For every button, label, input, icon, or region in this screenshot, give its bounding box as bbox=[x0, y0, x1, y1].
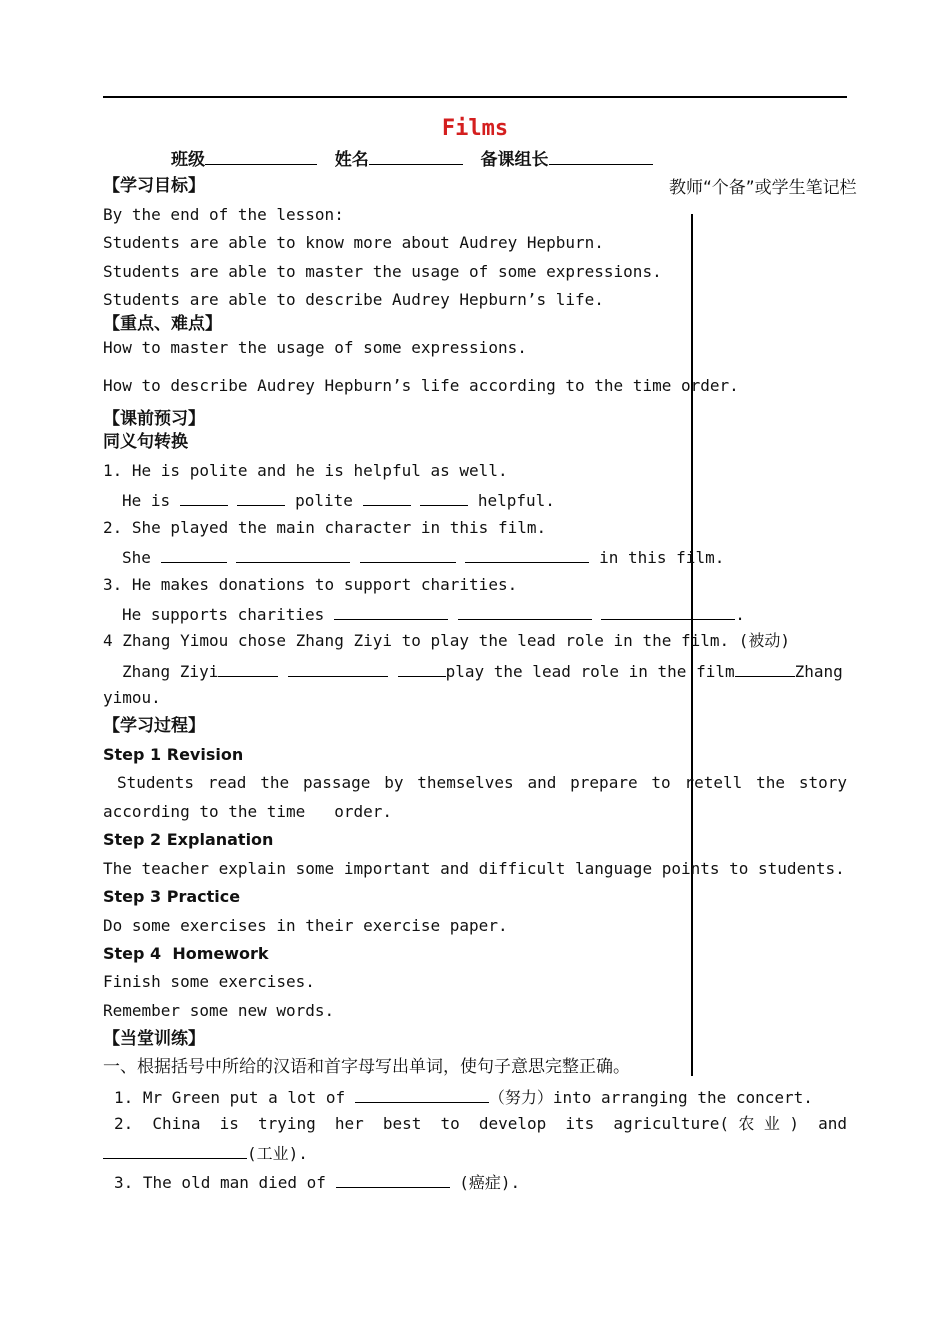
answer-text: . bbox=[735, 605, 745, 624]
top-rule bbox=[103, 96, 847, 98]
objective-line: Students are able to know more about Audrey Hepburn. bbox=[103, 233, 604, 252]
preview-question: 3. He makes donations to support charities. bbox=[103, 575, 518, 594]
answer-text: He is bbox=[122, 491, 171, 510]
answer-text: He supports charities bbox=[122, 605, 325, 624]
process-heading: 【学习过程】 bbox=[103, 716, 205, 736]
item-text: 1. Mr Green put a lot of bbox=[114, 1088, 346, 1107]
item-text: 3. The old man died of bbox=[114, 1173, 326, 1192]
answer-blank[interactable] bbox=[355, 1086, 489, 1103]
preview-answer-line bbox=[122, 489, 555, 511]
answer-blank[interactable] bbox=[336, 1171, 450, 1188]
training-instruction: 一、根据括号中所给的汉语和首字母写出单词，使句子意思完整正确。 bbox=[103, 1057, 630, 1077]
answer-text: polite bbox=[295, 491, 353, 510]
name-label: 姓名 bbox=[334, 150, 369, 170]
key-point-line: How to describe Audrey Hepburn’s life according to the time order. bbox=[103, 376, 739, 395]
preview-answer-line bbox=[122, 660, 843, 682]
answer-blank[interactable] bbox=[236, 546, 350, 563]
step-line: according to the time order. bbox=[103, 802, 392, 821]
training-item bbox=[114, 1171, 520, 1193]
objectives-heading: 【学习目标】 bbox=[103, 176, 205, 196]
answer-blank[interactable] bbox=[161, 546, 227, 563]
answer-blank[interactable] bbox=[237, 489, 285, 506]
preview-answer-continued: yimou. bbox=[103, 688, 161, 707]
page-title: Films bbox=[441, 116, 509, 141]
answer-blank[interactable] bbox=[218, 660, 278, 677]
preview-question: 1. He is polite and he is helpful as well. bbox=[103, 461, 508, 480]
preview-question: 4 Zhang Yimou chose Zhang Ziyi to play the lead role in the film. (被动) bbox=[103, 631, 791, 650]
side-note-label: 教师“个备”或学生笔记栏 bbox=[669, 178, 857, 198]
answer-blank[interactable] bbox=[398, 660, 446, 677]
answer-blank[interactable] bbox=[180, 489, 228, 506]
step-line: Do some exercises in their exercise paper. bbox=[103, 916, 508, 935]
step-line: The teacher explain some important and difficult language points to students. bbox=[103, 859, 845, 878]
item-text: (工业). bbox=[247, 1144, 308, 1163]
training-item: 2. China is trying her best to develop its agriculture(农业) and bbox=[114, 1114, 847, 1133]
step-title: Step 4 Homework bbox=[103, 944, 269, 963]
objective-line: Students are able to master the usage of some expressions. bbox=[103, 262, 662, 281]
objective-line: Students are able to describe Audrey Hepburn’s life. bbox=[103, 290, 604, 309]
preview-answer-line bbox=[122, 546, 724, 568]
step-title: Step 2 Explanation bbox=[103, 830, 274, 849]
answer-blank[interactable] bbox=[103, 1142, 247, 1159]
class-label: 班级 bbox=[171, 150, 205, 170]
answer-blank[interactable] bbox=[458, 603, 592, 620]
answer-text: Zhang Ziyi bbox=[122, 662, 219, 681]
training-heading: 【当堂训练】 bbox=[103, 1029, 205, 1049]
answer-text: She bbox=[122, 548, 151, 567]
step-title: Step 3 Practice bbox=[103, 887, 241, 906]
class-blank[interactable] bbox=[205, 148, 317, 165]
answer-blank[interactable] bbox=[363, 489, 411, 506]
name-blank[interactable] bbox=[369, 148, 463, 165]
step-title: Step 1 Revision bbox=[103, 745, 244, 764]
preview-heading: 【课前预习】 bbox=[103, 409, 205, 429]
leader-label: 备课组长 bbox=[480, 150, 549, 170]
step-line: Remember some new words. bbox=[103, 1001, 335, 1020]
training-item-continued bbox=[103, 1142, 308, 1164]
answer-blank[interactable] bbox=[601, 603, 735, 620]
training-item bbox=[114, 1086, 813, 1108]
answer-blank[interactable] bbox=[334, 603, 448, 620]
header-line bbox=[171, 148, 653, 170]
answer-blank[interactable] bbox=[360, 546, 456, 563]
step-line: Students read the passage by themselves and prepare to retell the story bbox=[117, 773, 847, 792]
item-text: （努力）into arranging the concert. bbox=[488, 1088, 813, 1107]
preview-answer-line bbox=[122, 603, 745, 625]
answer-blank[interactable] bbox=[465, 546, 589, 563]
answer-text: Zhang bbox=[794, 662, 843, 681]
step-line: Finish some exercises. bbox=[103, 972, 315, 991]
preview-question: 2. She played the main character in this film. bbox=[103, 518, 547, 537]
objective-line: By the end of the lesson: bbox=[103, 205, 344, 224]
leader-blank[interactable] bbox=[549, 148, 653, 165]
answer-text: helpful. bbox=[477, 491, 555, 510]
key-points-heading: 【重点、难点】 bbox=[103, 314, 222, 334]
answer-blank[interactable] bbox=[288, 660, 388, 677]
key-point-line: How to master the usage of some expressions. bbox=[103, 338, 527, 357]
answer-text: in this film. bbox=[599, 548, 725, 567]
answer-blank[interactable] bbox=[420, 489, 468, 506]
answer-text: play the lead role in the film bbox=[445, 662, 735, 681]
answer-blank[interactable] bbox=[735, 660, 795, 677]
item-text: (癌症). bbox=[459, 1173, 521, 1192]
preview-subheading: 同义句转换 bbox=[103, 432, 188, 452]
